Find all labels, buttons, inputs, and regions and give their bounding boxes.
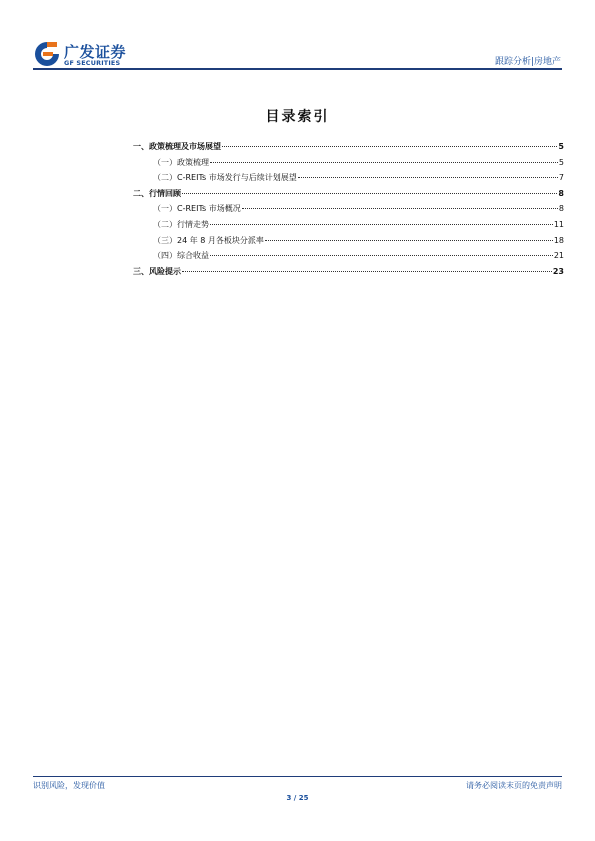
logo-text-cn: 广发证券 (64, 43, 127, 61)
toc-entry-label: （二）C-REITs 市场发行与后续计划展望 (153, 173, 297, 183)
footer-slogan: 识别风险，发现价值 (33, 781, 105, 790)
toc-entry-page: 21 (553, 251, 564, 261)
toc-entry-label: 二、行情回顾 (133, 188, 181, 198)
toc-leader (182, 271, 552, 272)
toc-entry[interactable] (133, 170, 564, 186)
toc-entry[interactable] (133, 248, 564, 264)
toc-entry[interactable] (133, 139, 564, 155)
toc-entry-page: 11 (553, 219, 564, 229)
toc-entry-label: （一）C-REITs 市场概况 (153, 204, 241, 214)
toc-entry-page: 7 (558, 173, 564, 183)
toc-entry-label: （四）综合收益 (153, 251, 209, 261)
report-category: 跟踪分析|房地产 (494, 57, 561, 67)
toc-leader (210, 224, 553, 225)
toc-entry[interactable] (133, 264, 564, 280)
logo-text-en: GF SECURITIES (64, 59, 121, 67)
toc-leader (298, 177, 558, 178)
toc-entry-label: （二）行情走势 (153, 219, 209, 229)
toc-entry-page: 5 (558, 142, 564, 151)
toc-leader (222, 146, 557, 147)
header-divider (33, 68, 562, 70)
toc-entry[interactable] (133, 233, 564, 249)
toc-leader (182, 193, 557, 194)
toc-entry-label: 一、政策梳理及市场展望 (133, 142, 221, 151)
toc-entry-label: （一）政策梳理 (153, 157, 209, 167)
toc-entry-page: 8 (558, 188, 564, 198)
toc-leader (210, 162, 558, 163)
toc-entry[interactable] (133, 217, 564, 233)
toc-entry-page: 18 (553, 235, 564, 245)
company-logo (33, 40, 153, 70)
toc-title: 目录索引 (265, 109, 330, 125)
toc-entry[interactable] (133, 186, 564, 202)
toc-entry[interactable] (133, 155, 564, 171)
toc-entry-label: （三）24 年 8 月各板块分派率 (153, 235, 264, 245)
footer-divider (33, 776, 562, 777)
table-of-contents (133, 139, 564, 279)
toc-entry-page: 5 (558, 157, 564, 167)
footer-disclaimer-note: 请务必阅读末页的免责声明 (466, 781, 562, 790)
toc-leader (242, 208, 558, 209)
toc-leader (265, 240, 553, 241)
gf-logo-icon (33, 40, 61, 68)
toc-entry[interactable] (133, 201, 564, 217)
toc-entry-page: 23 (552, 266, 564, 276)
toc-leader (210, 255, 553, 256)
toc-entry-label: 三、风险提示 (133, 266, 181, 276)
page-number: 3 / 25 (286, 794, 309, 802)
toc-entry-page: 8 (558, 204, 564, 214)
